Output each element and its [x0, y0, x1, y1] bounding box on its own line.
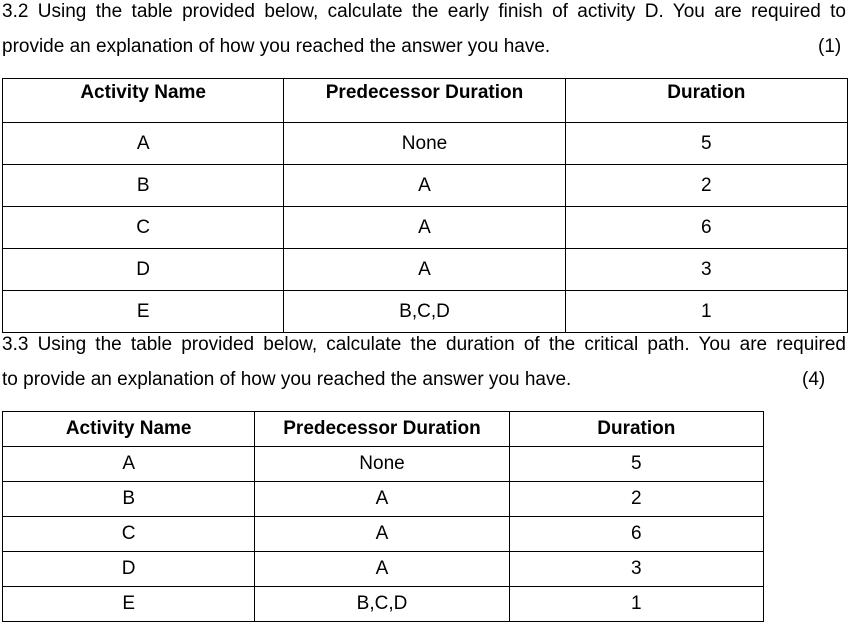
question-3-2-line-1: 3.2 Using the table provided below, calculate the early finish of activity D. You are required to — [2, 1, 846, 22]
cell-duration: 1 — [565, 291, 847, 333]
table-row — [3, 517, 764, 552]
cell-activity: A — [3, 123, 284, 165]
cell-predecessor: B,C,D — [284, 291, 565, 333]
header-duration: Duration — [509, 412, 763, 447]
cell-activity: A — [3, 447, 255, 482]
table-row — [3, 291, 848, 333]
cell-predecessor: A — [255, 517, 509, 552]
header-duration: Duration — [565, 79, 847, 123]
header-activity-name: Activity Name — [3, 79, 284, 123]
cell-predecessor: A — [255, 482, 509, 517]
cell-activity: B — [3, 165, 284, 207]
table-row — [3, 249, 848, 291]
activity-table-2 — [2, 411, 764, 622]
cell-activity: E — [3, 587, 255, 622]
header-predecessor: Predecessor Duration — [284, 79, 565, 123]
activity-table-1 — [2, 78, 848, 333]
cell-activity: D — [3, 249, 284, 291]
cell-predecessor: A — [284, 207, 565, 249]
cell-predecessor: A — [284, 165, 565, 207]
table-row — [3, 482, 764, 517]
cell-activity: D — [3, 552, 255, 587]
question-3-2-line-2: provide an explanation of how you reached the answer you have. — [2, 36, 551, 57]
question-3-3-line-2: to provide an explanation of how you reached the answer you have. — [2, 369, 572, 390]
cell-activity: E — [3, 291, 284, 333]
cell-duration: 2 — [565, 165, 847, 207]
cell-predecessor: None — [284, 123, 565, 165]
cell-activity: C — [3, 517, 255, 552]
table-header-row — [3, 412, 764, 447]
table-row — [3, 552, 764, 587]
cell-activity: C — [3, 207, 284, 249]
cell-duration: 5 — [509, 447, 763, 482]
cell-activity: B — [3, 482, 255, 517]
table-row — [3, 207, 848, 249]
table-header-row — [3, 79, 848, 123]
cell-duration: 6 — [565, 207, 847, 249]
table-row — [3, 587, 764, 622]
cell-duration: 1 — [509, 587, 763, 622]
cell-predecessor: None — [255, 447, 509, 482]
table-row — [3, 447, 764, 482]
cell-predecessor: B,C,D — [255, 587, 509, 622]
question-3-3-marks: (4) — [802, 369, 826, 390]
header-predecessor: Predecessor Duration — [255, 412, 509, 447]
question-3-3-line-1: 3.3 Using the table provided below, calculate the duration of the critical path. You are required — [2, 334, 846, 355]
question-3-2-marks: (1) — [818, 36, 842, 57]
cell-duration: 6 — [509, 517, 763, 552]
table-row — [3, 165, 848, 207]
header-activity-name: Activity Name — [3, 412, 255, 447]
cell-predecessor: A — [284, 249, 565, 291]
cell-duration: 2 — [509, 482, 763, 517]
cell-duration: 3 — [565, 249, 847, 291]
table-row — [3, 123, 848, 165]
cell-duration: 3 — [509, 552, 763, 587]
cell-duration: 5 — [565, 123, 847, 165]
cell-predecessor: A — [255, 552, 509, 587]
